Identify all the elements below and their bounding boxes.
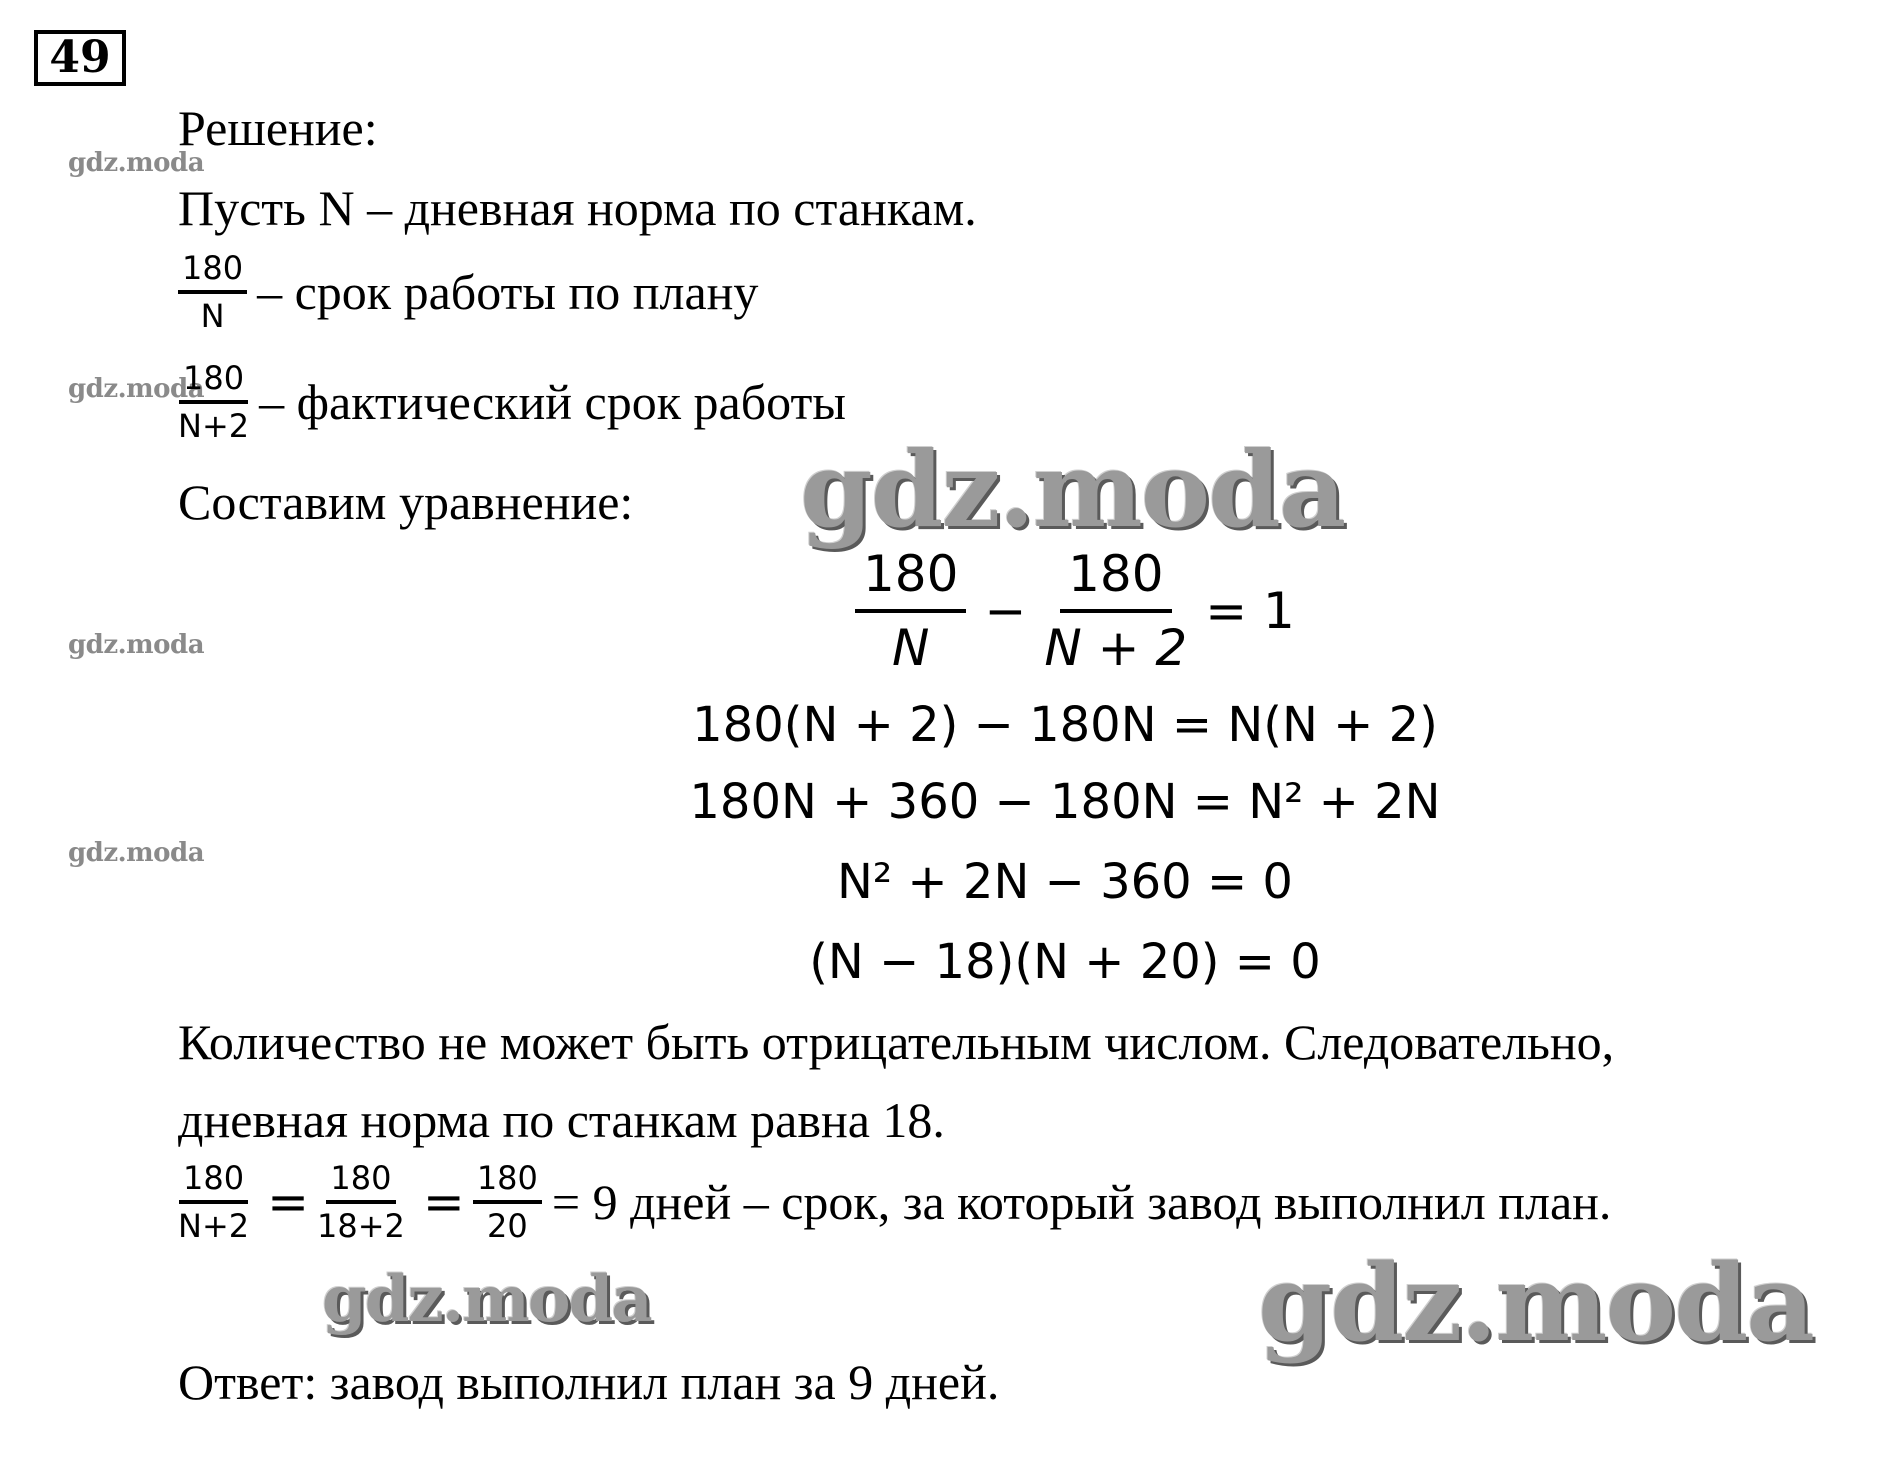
watermark-big-1: gdz.moda (800, 428, 1345, 551)
step-1: 180(N + 2) − 180N = N(N + 2) (692, 697, 1438, 753)
calculation-line (178, 1160, 1611, 1244)
conclusion-line-1: Количество не может быть отрицательным числом. Следовательно, (178, 1014, 1615, 1070)
watermark-small-4: gdz.moda (68, 838, 205, 868)
eq-fraction-1-den: N (892, 619, 930, 677)
plan-fraction-num: 180 (178, 250, 247, 294)
watermark-small-2: gdz.moda (68, 374, 205, 404)
calc-fraction-3 (473, 1160, 542, 1244)
let-statement: Пусть N – дневная норма по станкам. (178, 180, 977, 236)
compose-equation-text: Составим уравнение: (178, 474, 634, 530)
solution-heading: Решение: (178, 100, 378, 156)
eq-minus: − (984, 582, 1027, 640)
watermark-small-3: gdz.moda (68, 630, 205, 660)
actual-term-text: – фактический срок работы (259, 374, 846, 430)
plan-term (178, 250, 758, 334)
step-4: (N − 18)(N + 20) = 0 (809, 934, 1321, 990)
watermark-big-2: gdz.moda (322, 1262, 651, 1337)
calc-fraction-1 (178, 1160, 249, 1244)
main-equation (845, 545, 1303, 677)
plan-term-text: – срок работы по плану (257, 264, 759, 320)
watermark-big-3: gdz.moda (1258, 1240, 1813, 1365)
plan-fraction (178, 250, 247, 334)
calc-fraction-3-num: 180 (473, 1160, 542, 1204)
calc-fraction-2-den: 18+2 (317, 1207, 405, 1245)
calc-fraction-1-num: 180 (179, 1160, 248, 1204)
conclusion-line-2: дневная норма по станкам равна 18. (178, 1092, 945, 1148)
calc-fraction-2-num: 180 (326, 1160, 395, 1204)
plan-fraction-den: N (200, 297, 225, 335)
watermark-small-1: gdz.moda (68, 148, 205, 178)
calc-fraction-2 (317, 1160, 405, 1244)
eq-fraction-2-num: 180 (1060, 545, 1171, 613)
calc-eq-1: = (267, 1173, 310, 1231)
answer: Ответ: завод выполнил план за 9 дней. (178, 1354, 1000, 1410)
actual-term (178, 360, 846, 444)
eq-fraction-2 (1044, 545, 1187, 677)
actual-fraction (178, 360, 249, 444)
calc-fraction-1-den: N+2 (178, 1207, 250, 1245)
calc-fraction-3-den: 20 (486, 1207, 528, 1245)
eq-fraction-1 (855, 545, 966, 677)
actual-fraction-num: 180 (179, 360, 248, 404)
calc-tail: = 9 дней – срок, за который завод выполнил план. (551, 1174, 1612, 1230)
eq-fraction-1-num: 180 (855, 545, 966, 613)
eq-rhs: = 1 (1205, 582, 1295, 640)
actual-fraction-den: N+2 (178, 407, 250, 445)
problem-number: 49 (34, 30, 126, 86)
step-3: N² + 2N − 360 = 0 (837, 854, 1293, 910)
step-2: 180N + 360 − 180N = N² + 2N (689, 774, 1441, 830)
eq-fraction-2-den: N + 2 (1044, 619, 1188, 677)
calc-eq-2: = (422, 1173, 465, 1231)
